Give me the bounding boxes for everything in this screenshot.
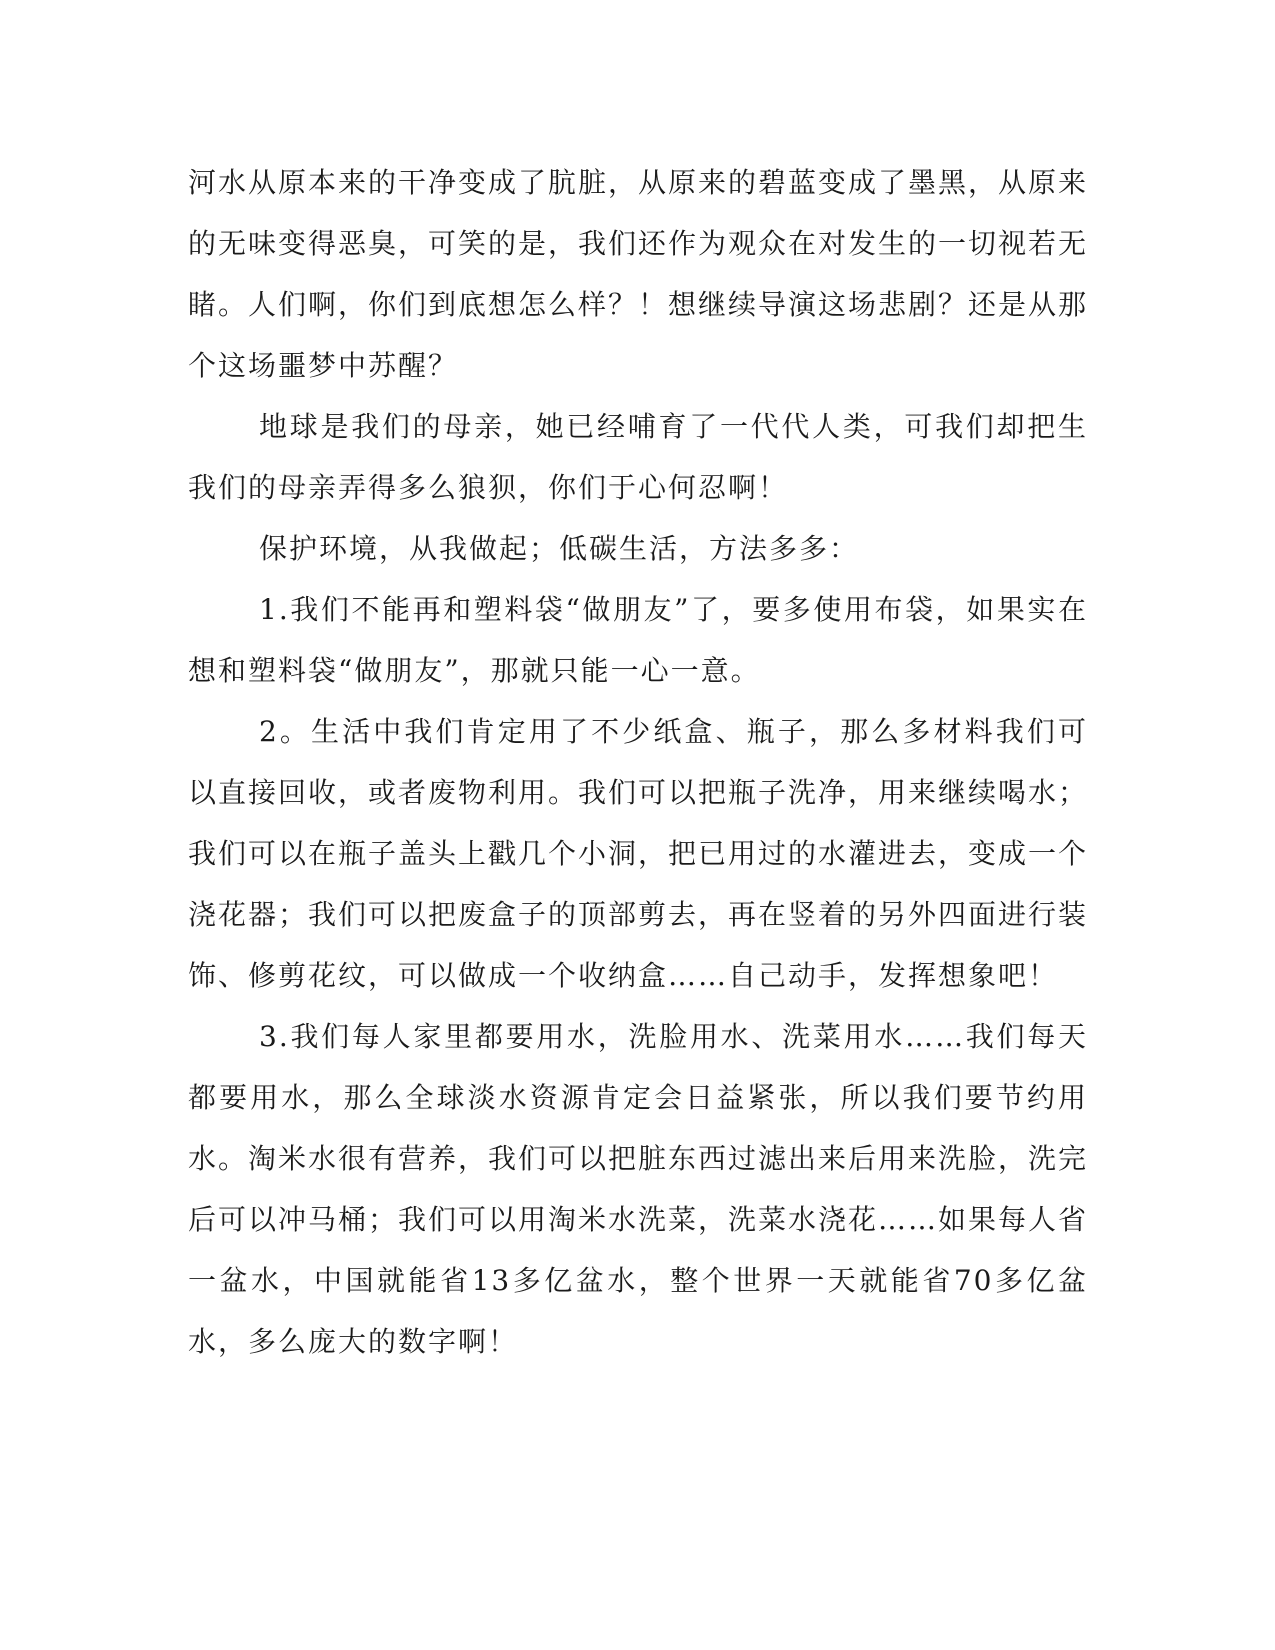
paragraph-tip-saving-water: 3.我们每人家里都要用水，洗脸用水、洗菜用水……我们每天都要用水，那么全球淡水资源肯定会日益紧张，所以我们要节约用水。淘米水很有营养，我们可以把脏东西过滤出来后用来洗脸，洗完后可以冲马桶；我们可以用淘米水洗菜，洗菜水浇花……如果每人省一盆水，中国就能省13多亿盆水，整个世界一天就能省70多亿盆水，多么庞大的数字啊！ [188, 1020, 1089, 1358]
paragraph-tip-plastic-bags: 1.我们不能再和塑料袋“做朋友”了，要多使用布袋，如果实在想和塑料袋“做朋友”，那就只能一心一意。 [188, 593, 1088, 687]
paragraph-tip-recycling: 2。生活中我们肯定用了不少纸盒、瓶子，那么多材料我们可以直接回收，或者废物利用。我们可以把瓶子洗净，用来继续喝水；我们可以在瓶子盖头上戳几个小洞，把已用过的水灌进去，变成一个浇花器；我们可以把废盒子的顶部剪去，再在竖着的另外四面进行装饰、修剪花纹，可以做成一个收纳盒……自己动手，发挥想象吧！ [188, 715, 1089, 992]
document-body [188, 152, 1088, 1372]
paragraph-low-carbon-intro: 保护环境，从我做起；低碳生活，方法多多： [259, 532, 860, 565]
paragraph-earth-mother: 地球是我们的母亲，她已经哺育了一代代人类，可我们却把生我们的母亲弄得多么狼狈，你们于心何忍啊！ [188, 410, 1088, 504]
paragraph-river-pollution: 河水从原本来的干净变成了肮脏，从原来的碧蓝变成了墨黑，从原来的无味变得恶臭，可笑的是，我们还作为观众在对发生的一切视若无睹。人们啊，你们到底想怎么样？！想继续导演这场悲剧？还是从那个这场噩梦中苏醒？ [188, 166, 1089, 382]
